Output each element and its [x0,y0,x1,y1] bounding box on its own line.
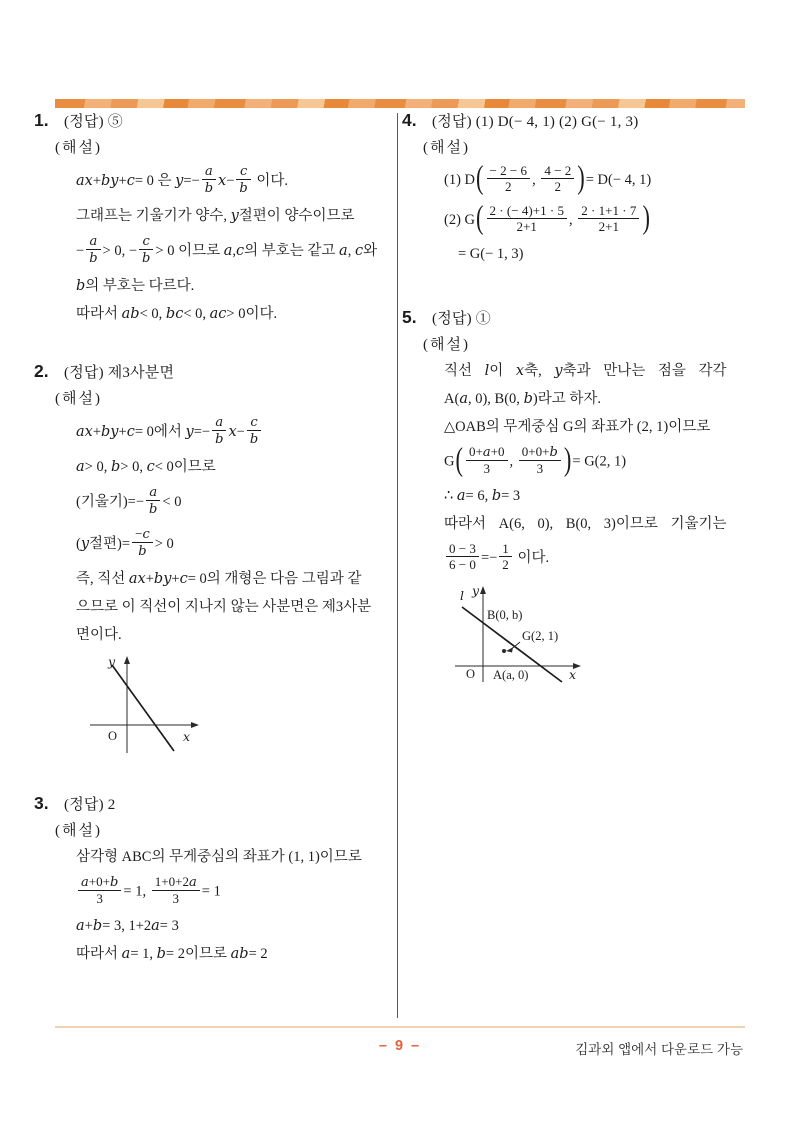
big-paren: ) [642,199,650,236]
problem-header [34,110,392,131]
solution-line: (1) D( $\frac{- 2 - 6}{2}$ , $\frac{4 - 2}{2}$ )= D(− 4, 1) [444,164,760,197]
problem-header [402,110,760,131]
explanation-label: (해설) [55,391,102,408]
solution-line: ax+by+c= 0 은 y=− $\frac{a}{b}$ x− $\frac{c}{b}$ 이다. [76,164,289,196]
origin-label: O [466,667,476,682]
left-column [34,110,392,972]
big-paren: ) [577,159,585,196]
page-number: – 9 – [378,1038,422,1054]
solution-body [444,361,760,692]
solution-line: 직선 l이 x축, y축과 만나는 점을 각각 [444,363,727,380]
fraction: $\frac{1+0+2a}{3}$ [152,874,200,906]
solution-line: 그래프는 기울기가 양수, y절편이 양수이므로 [76,208,355,224]
axes-line-graph [450,582,600,692]
x-axis-label: x [569,667,577,683]
big-paren: ( [476,199,484,236]
solution-line: G( $\frac{0+a+0}{3}$ , $\frac{0+0+b}{3}$ )= G(2, 1) [444,445,760,479]
y-axis-label: y [107,654,115,670]
column-divider [397,113,398,1018]
download-note: 김과외 앱에서 다운로드 가능 [575,1042,743,1057]
centroid-graph [450,582,760,692]
problem-header [402,307,760,328]
big-paren: ) [563,440,572,478]
problem-number: 5. [402,307,417,328]
fraction: $\frac{c}{b}$ [247,414,261,447]
problem-header [34,361,392,382]
problem-number: 4. [402,110,417,130]
fraction: $\frac{2 \cdot 1+1 \cdot 7}{2+1}$ [578,203,639,234]
y-axis-label: y [471,583,479,599]
plotted-line [112,665,174,751]
fraction: $\frac{4 - 2}{2}$ [541,163,574,194]
fraction: $\frac{c}{b}$ [236,163,250,196]
fraction: $\frac{c}{b}$ [139,233,153,266]
solution-line: 따라서 a= 1, b= 2이므로 ab= 2 [76,946,268,963]
problem-number: 2. [34,361,49,382]
fraction: $\frac{0+a+0}{3}$ [466,444,508,476]
fraction: $\frac{0 - 3}{6 - 0}$ [446,541,479,572]
fraction: $\frac{1}{2}$ [499,541,512,572]
solution-line: $\frac{a+0+b}{3}$ = 1, $\frac{1+0+2a}{3}$ = 1 [76,875,392,909]
problem-number: 1. [34,110,49,130]
pointer-arrowhead-icon [506,648,513,653]
centroid-point [502,649,506,653]
explanation-label: (해설) [55,823,102,840]
fraction: $\frac{-c}{b}$ [132,526,153,559]
solution-line: (기울기)=− $\frac{a}{b}$ < 0 [76,485,182,518]
fraction: $\frac{a}{b}$ [212,414,226,447]
explanation-label: (해설) [55,140,102,156]
explanation-label: (해설) [423,337,470,354]
origin-label: O [108,729,118,744]
solution-line: a> 0, b> 0, c< 0이므로 [76,459,216,476]
solution-line: △OAB의 무게중심 G의 좌표가 (2, 1)이므로 [444,419,711,436]
point-b-label: B(0, b) [487,608,523,623]
fraction: $\frac{0+0+b}{3}$ [519,444,561,476]
footer-rule [55,1026,745,1028]
x-axis-arrow-icon [191,722,199,728]
x-axis-label: x [183,729,191,745]
solution-line: (2) G( $\frac{2 \cdot (- 4)+1 \cdot 5}{2+1}$ , $\frac{2 \cdot 1+1 \cdot 7}{2+1}$ ) [444,204,760,237]
solution-line: a+b= 3, 1+2a= 3 [76,918,179,935]
solution-line: A(a, 0), B(0, b)라고 하자. [444,391,601,408]
solution-body [76,164,392,325]
y-axis-arrow-icon [480,586,486,594]
solution-body [76,415,392,763]
solution-line: $\frac{0 - 3}{6 - 0}$ =− $\frac{1}{2}$ 이다. [444,542,760,575]
fraction: $\frac{a}{b}$ [202,163,216,196]
decorative-orange-bar [55,99,745,108]
solution-line: b의 부호는 다르다. [76,278,195,295]
problem-number: 3. [34,793,49,814]
solution-line: 면이다. [76,627,122,644]
problem-p5 [402,307,760,692]
solution-line: ax+by+c= 0에서 y=− $\frac{a}{b}$ x− $\frac{c}{b}$ [76,415,392,450]
point-g-label: G(2, 1) [522,629,559,644]
solution-line: ∴ a= 6, b= 3 [444,488,521,505]
solution-line: = G(− 1, 3) [458,246,524,262]
answer-text: (정답) ① [432,311,491,328]
y-axis-arrow-icon [124,656,130,664]
answer-text: (정답) ⑤ [64,114,123,130]
point-a-label: A(a, 0) [493,668,529,683]
solution-line: (y절편)= $\frac{-c}{b}$ > 0 [76,526,174,560]
problem-header [34,793,392,814]
solution-line: 따라서 ab< 0, bc< 0, ac> 0이다. [76,306,278,323]
solution-line [444,582,760,692]
answer-text: (정답) 제3사분면 [64,365,175,382]
explanation-label: (해설) [423,140,470,156]
fraction: $\frac{- 2 - 6}{2}$ [487,163,531,194]
solution-line: 으므로 이 직선이 지나지 않는 사분면은 제3사분 [76,599,372,616]
problem-p4 [402,110,760,265]
solution-body [444,159,760,265]
problem-p2 [34,361,392,763]
fraction: $\frac{a}{b}$ [86,233,100,266]
solution-line [76,653,392,763]
answer-text: (정답) 2 [64,797,116,814]
solution-line: 삼각형 ABC의 무게중심의 좌표가 (1, 1)이므로 [76,849,362,866]
line-label: l [460,588,464,604]
fraction: $\frac{2 \cdot (- 4)+1 \cdot 5}{2+1}$ [487,203,568,234]
big-paren: ( [476,159,484,196]
fraction: $\frac{a}{b}$ [146,484,160,517]
big-paren: ( [455,440,463,478]
problem-p3 [34,793,392,965]
solution-line: 즉, 직선 ax+by+c= 0의 개형은 다음 그림과 같 [76,571,362,588]
solution-line: 따라서 A(6, 0), B(0, 3)이므로 기울기는 [444,516,727,533]
solution-line: − $\frac{a}{b}$ > 0, − $\frac{c}{b}$ > 0 이므로 a,c의 부호는 같고 a, c와 [76,234,378,267]
fraction: $\frac{a+0+b}{3}$ [78,874,121,906]
quadrant-graph [82,653,392,763]
problem-p1 [34,110,392,325]
solution-body [76,847,392,965]
answer-text: (정답) (1) D(− 4, 1) (2) G(− 1, 3) [432,114,639,130]
right-column [402,110,760,699]
axes-line-graph [82,653,212,763]
